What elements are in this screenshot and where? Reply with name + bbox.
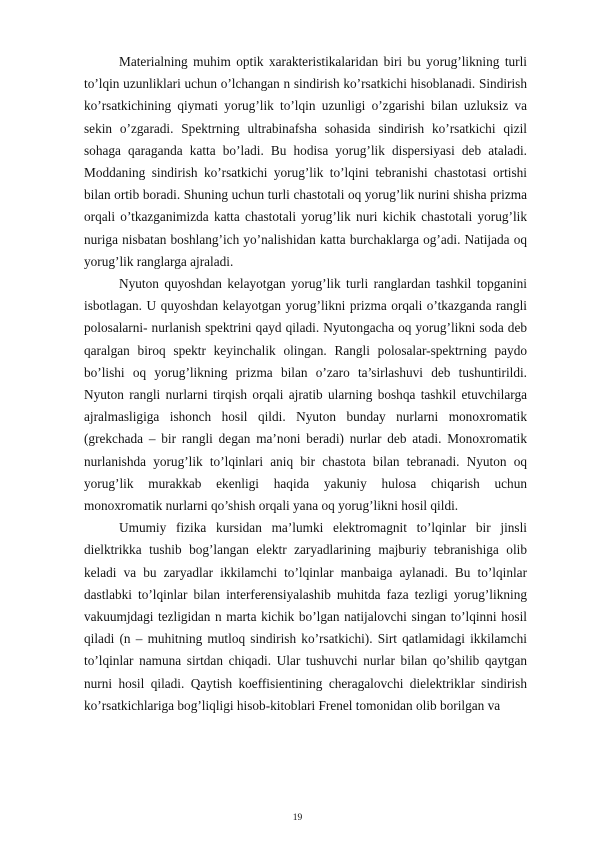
document-body <box>84 51 527 717</box>
paragraph-newton-spectrum: Nyuton quyoshdan kelayotgan yorug’lik turli ranglardan tashkil topganini isbotlagan. U quyoshdan kelayotgan yorug’likni prizma orqali o’tkazganda rangli polosalarni- nurlanish spektrini qayd qiladi. Nyutongacha oq yorug’likni soda deb qaralgan biroq spektr keyinchalik olingan. Rangli polosalar-spektrning paydo bo’lishi oq yorug’likning prizma bilan o’zaro ta’sirlashuvi deb tushuntirildi. Nyuton rangli nurlarni tirqish orqali ajratib ularning boshqa tashkil etuvchilarga ajralmasligiga ishonch hosil qildi. Nyuton bunday nurlarni monoxromatik (grekchada – bir rangli degan ma’noni beradi) nurlar deb atadi. Monoxromatik nurlanishda yorug’lik to’lqinlari aniq bir chastota bilan tebranadi. Nyuton oq yorug’lik murakkab ekenligi haqida yakuniy hulosa chiqarish uchun monoxromatik nurlarni qo’shish orqali yana oq yorug’likni hosil qildi. <box>84 276 527 514</box>
page-number: 19 <box>292 813 303 823</box>
paragraph-electromagnetic-waves: Umumiy fizika kursidan ma’lumki elektromagnit to’lqinlar bir jinsli dielktrikka tushib bog’langan elektr zaryadlarining majburiy tebranishiga olib keladi va bu zaryadlar ikkilamchi to’lqinlar manbaiga aylanadi. Bu to’lqinlar dastlabki to’lqinlar bilan interferensiyalashib muhitda faza tezligi yorug’likning vakuumjdagi tezligidan n marta kichik bo’lgan natijalovchi singan to’lqinni hosil qiladi (n – muhitning mutloq sindirish ko’rsatkichi). Sirt qatlamidagi ikkilamchi to’lqinlar namuna sirtdan chiqadi. Ular tushuvchi nurlar bilan qo’shilib qaytgan nurni hosil qiladi. Qaytish koeffisientining cheragalovchi dielektriklar sindirish ko’rsatkichlariga bog’liqligi hisob-kitoblari Frenel tomonidan olib borilgan va <box>84 520 527 713</box>
paragraph-dispersion: Materialning muhim optik xarakteristikalaridan biri bu yorug’likning turli to’lqin uzunliklari uchun o’lchangan n sindirish ko’rsatkichi hisoblanadi. Sindirish ko’rsatkichining qiymati yorug’lik to’lqin uzunligi o’zgarishi bilan uzluksiz va sekin o’zgaradi. Spektrning ultrabinafsha sohasida sindirish ko’rsatkichi qizil sohaga qaraganda katta bo’ladi. Bu hodisa yorug’lik dispersiyasi deb ataladi. Moddaning sindirish ko’rsatkichi yorug’lik to’lqini tebranishi chastotasi ortishi bilan ortib boradi. Shuning uchun turli chastotali oq yorug’lik nurini shisha prizma orqali o’tkazganimizda katta chastotali yorug’lik nuri kichik chastotali yorug’lik nuriga nisbatan boshlang’ich yo’nalishidan katta burchaklarga og’adi. Natijada oq yorug’lik ranglarga ajraladi. <box>84 54 527 269</box>
